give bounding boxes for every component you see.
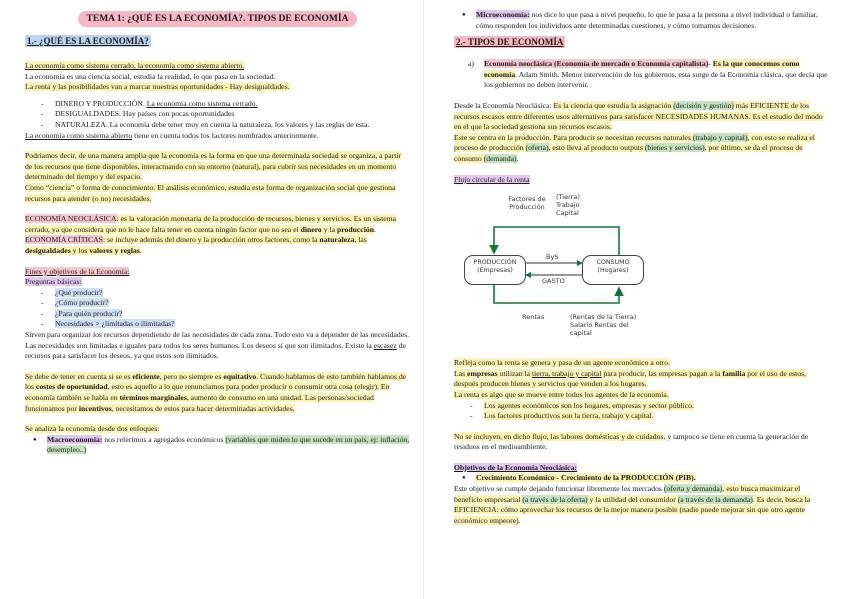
bys-label: ByS <box>546 253 559 262</box>
objetivos-title: Objetivos de la Economía Neoclásica: <box>454 462 577 472</box>
list-item: ● Macroeconomía: nos referimos a agregados económicos (variables que miden lo que sucede en un país, ej: inflación, desempleo..) <box>25 435 410 456</box>
right-page <box>424 0 848 599</box>
factors-list <box>39 99 410 131</box>
neoclasica-item: a) Economía neoclásica (Economía de mercado o Economía capitalista)- Es la que conocemos como economía. Adam Smith. Menor intervención de los gobiernos, esta surge de la Economía clásica, que decía que los gobiernos no deben intervenir. <box>468 59 828 90</box>
section-heading-2: 2.- TIPOS DE ECONOMÍA <box>456 37 564 48</box>
tierra-trabajo-capital-label: (Tierra) Trabajo Capital <box>556 193 580 218</box>
preguntas-label: Preguntas básicas: <box>25 277 82 287</box>
paragraph-sirven: Sirven para organizar los recursos dependiendo de las necesidades de cada zona. Todo esto va a depender de las necesidades. Las necesidades son limitadas e iguales para todos los seres humanos. Los deseos sí que son ilimitados. Existe la escasez de recursos para satisfacer los deseos, ya que estos son ilimitados. <box>25 330 410 361</box>
questions-list <box>39 288 410 330</box>
paragraph-no-incluyen: No se incluyen, en dicho flujo, las labores domésticas y de cuidados, y tampoco se tiene en cuenta la generación de residuos en el medioambiente. <box>454 431 809 452</box>
paragraph-podriamos: Podríamos decir, de una manera amplia que la economía es la forma en que una determinada sociedad se organiza, a partir de los recursos que tiene disponibles, interactuando con su entorno (natural), para cubrir sus necesidades en un momento determinado del tiempo y del espacio. <box>25 151 402 182</box>
paragraph-refleja: Refleja como la renta se genera y pasa de un agente económico a otro. <box>454 358 671 368</box>
list-item: - ¿Qué producir? <box>39 288 410 299</box>
fines-title: Fines y objetivos de la Economía: <box>25 266 130 276</box>
list-item: - ¿Para quién producir? <box>39 309 410 320</box>
paragraph-cerrado: La economía como sistema cerrado, la economía como sistema abierto. <box>25 61 245 70</box>
consumo-box: CONSUMO (Hogares) <box>582 255 644 285</box>
paragraph-como-ciencia: Como “ciencia” o forma de conocimiento. El análisis económico, estudia esta forma de organización social que gestiona recursos para atender (o no) necesidades. <box>25 182 396 203</box>
paragraph-renta: La renta y las posibilidades van a marcar nuestras oportunidades - Hay desigualdades. <box>25 82 290 92</box>
list-item: - NATURALEZA. La economía debe tener muy en cuenta la naturaleza, los valores y las reglas de esta. <box>39 120 410 131</box>
list-item: - Los agentes económicos son los hogares, empresas y sector público. <box>468 401 828 412</box>
paragraph-abierto: La economía como sistema abierto tiene en cuenta todos los factores nombrados anteriormente. <box>25 130 319 140</box>
paragraph-ciencia: La economía es una ciencia social, estudia la realidad, lo que pasa en la sociedad. <box>25 71 276 81</box>
paragraph-objetivo: Este objetivo se cumple dejando funcionar libremente los mercados (oferta y demanda), esto busca maximizar el beneficio empresarial (a través de la oferta) y la utilidad del consumidor (a través de la demanda). Es decir, busca la EFICIENCIA: cómo aprovechar los recursos de la mejor manera posible (nadie puede mejorar sin que otro agente económico empeore). <box>454 484 811 525</box>
factores-label: Factores de Producción <box>508 195 546 212</box>
flujo-title: Flujo circular de la renta <box>454 174 530 184</box>
bottom-flow-arrow <box>494 284 619 303</box>
rentas-detalle-label: (Rentas de la Tierra) Salario Rentas del capital <box>570 313 637 338</box>
paragraph-desde: Desde la Economía Neoclásica: Es la ciencia que estudia la asignación (decisión y gestión) más EFICIENTE de los recursos escasos entre diferentes usos alternativos para satisfacer NECESIDADES HUMANAS. Es el estudio del modo en el que la sociedad gestiona sus recursos escasos. <box>454 100 823 132</box>
list-item: - Los factores productivos son la tierra, trabajo y capital. <box>468 411 828 422</box>
list-item: - ¿Cómo producir? <box>39 298 410 309</box>
list-item: ● Microeconomía: nos dice lo que pasa a nivel pequeño, lo que le pasa a la persona a nivel individual o familiar, cómo responden los individuos ante determinadas cuestiones, y cómo tomamos decisiones. <box>454 10 828 31</box>
list-item: - DINERO Y PRODUCCIÓN. La economía como sistema cerrado. <box>39 99 410 110</box>
rentas-label: Rentas <box>522 313 545 322</box>
enfoques-list <box>25 435 410 456</box>
paragraph-enfoques: Se analiza la economía desde dos enfoques: <box>25 424 160 434</box>
gasto-label: GASTO <box>542 277 565 286</box>
circular-flow-diagram <box>464 193 654 348</box>
list-item: - DESIGUALDADES. Hay países con pocas oportunidades <box>39 109 410 120</box>
paragraph-eficiente: Se debe de tener en cuenta si se es eficiente, pero no siempre es equitativo. Cuando hablamos de esto también hablamos de los costes de oportunidad, esto es aquello a lo que renunciamos para poder producir o consumir otra cosa (elegir). En economía también se habla en términos marginales, aumento de consumo en una unidad. Las personas/sociedad funcionamos por incentivos, necesitamos de estos para hacer determinadas actividades. <box>25 371 407 413</box>
objetivos-list <box>454 473 828 484</box>
paragraph-criticas: ECONOMÍA CRÍTICAS: se incluye además del dinero y la producción otros factores, como la naturaleza, las desigualdades y los valores y reglas. <box>25 235 367 255</box>
section-heading-1: 1.- ¿QUÉ ES LA ECONOMÍA? <box>27 36 149 46</box>
paragraph-empresas: Las empresas utilizan la tierra, trabajo y capital para producir, las empresas pagan a la familia por el uso de estos, después producen bienes y servicios que venden a los hogares. <box>454 368 807 389</box>
list-item: ● Crecimiento Económico - Crecimiento de la PRODUCCIÓN (PIB). <box>454 473 828 484</box>
agentes-list <box>468 401 828 422</box>
paragraph-centra: Este se centra en la producción. Para producir se necesitan recursos naturales (trabajo y capital), con esto se realiza el proceso de producción (oferta), esto lleva al producto outputs (bienes y servicios), por último, se da el proceso de consumo (demanda). <box>454 132 815 163</box>
paragraph-renta-mueve: La renta es algo que se mueve entre todos los agentes de la economía. <box>454 389 669 399</box>
produccion-box: PRODUCCIÓN (Empresas) <box>464 255 526 285</box>
list-item: - Necesidades > ¿limitadas o ilimitadas? <box>39 319 410 330</box>
document-title: TEMA 1: ¿QUÉ ES LA ECONOMÍA?. TIPOS DE ECONOMÍA <box>25 14 410 24</box>
micro-list <box>454 10 828 31</box>
paragraph-neoclasica: ECONOMÍA NEOCLÁSICA: es la valoración monetaria de la producción de recursos, bienes y servicios. Es un sistema cerrado, ya que considera que no le hace falta tener en cuenta ningún factor que no sea el dinero y la producción. <box>25 214 397 234</box>
